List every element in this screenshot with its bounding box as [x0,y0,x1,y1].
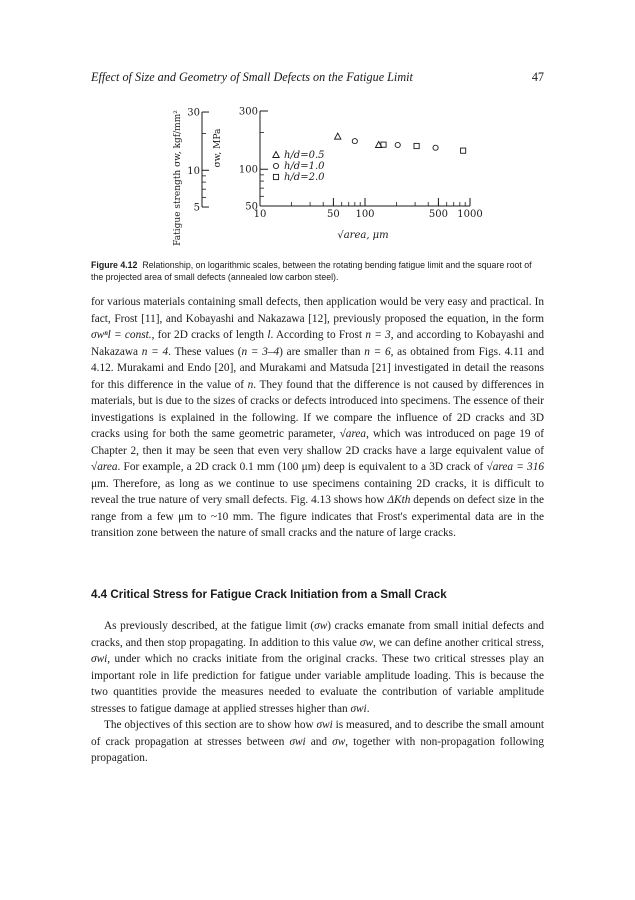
y-tick-label-kgf: 10 [187,165,200,177]
sqrt-area: √area [339,428,367,440]
axes [187,107,482,221]
y-tick-label-mpa: 50 [245,201,258,213]
p1-text: , which was introduced on page 19 of Chapter 2, then it may be seen that even very shallow 2D cracks have a large equivalent value of [91,428,544,457]
x-axis-label: √area, μm [337,230,389,241]
y-axis-outer-label: Fatigue strength σw, kgf/mm² [173,110,183,246]
caption-text: Relationship, on logarithmic scales, between the rotating bending fatigue limit and the square root of the projected area of small defects (annealed low carbon steel). [91,260,532,282]
sigma-w: σw [332,735,346,748]
p1-text: . They found that the difference is not caused by differences in materials, but is due to the sizes of cracks or defects introduced into specimens. The essence of their investigations is explained in the following. If we compare the influence of 2D cracks and 3D cracks using for both the same geometric parameter, [91,378,544,440]
legend-marker-square [273,174,278,179]
data-point-triangle [335,133,341,139]
p1-text: for various materials containing small defects, then application would be very easy and practical. In fact, Frost [11], and Kobayashi and Nakazawa [12], previously proposed the equation, in the form [91,296,544,325]
legend-marker-triangle [273,152,279,158]
p1-text: μm. Therefore, as long as we continue to use specimens containing 2D cracks, it is difficult to reveal the true nature of very small defects. Fig. 4.13 shows how [91,477,544,506]
figure-4-12 [150,96,490,256]
figure-caption [91,259,544,283]
sqrt-area: √area [91,461,118,473]
p1-text: ) are smaller than [279,345,365,358]
equation-n34: n = 3–4 [241,345,280,358]
y-tick-label-kgf: 30 [187,107,200,119]
p2-text: , we can define another critical stress, [373,636,544,649]
y-tick-label-mpa: 100 [238,164,258,176]
y-tick-label-kgf: 5 [193,202,200,214]
sigma-wi: σwi [350,702,367,715]
data-point-circle [352,139,357,144]
chart-svg [150,96,490,256]
variable-l: l [267,329,271,341]
p1-text: depends on defect size in the range from a few μm to ~10 mm. The figure indicates that Frost's experimental data are in the transition zone between the nature of small cracks and the nature of large cracks. [91,494,544,539]
x-tick-label: 1000 [457,209,483,220]
section-heading: 4.4 Critical Stress for Fatigue Crack Initiation from a Small Crack [91,588,447,601]
p1-text: . For example, a 2D crack 0.1 mm (100 μm) deep is equivalent to a 3D crack of [117,461,487,473]
p3-text: is measured, and to describe the small amount of crack propagation at stresses between [91,719,544,748]
variable-n: n [247,378,254,391]
p1-text: . According to Frost [270,329,366,341]
sigma-w: σw [314,620,328,632]
data-point-circle [395,142,400,147]
x-tick-label: 500 [428,209,448,220]
p2-text: ) cracks emanate from small initial defects and cracks, and then stop propagating. In addition to this value [91,620,544,649]
sigma-wi: σwi [316,719,333,731]
equation-n6: n = 6 [364,345,391,358]
y-axis-inner-label: σw, MPa [213,128,223,168]
legend-marker-circle [273,163,278,168]
legend [273,150,325,183]
sigma-wi: σwi [289,735,306,748]
data-point-square [461,148,466,153]
data-point-square [414,143,419,148]
equation-n3: n = 3 [365,329,391,341]
page-number: 47 [531,70,544,84]
data-point-circle [433,145,438,150]
p3-text: , together with non-propagation following propagation. [91,735,544,764]
p3-text: The objectives of this section are to show how [104,719,317,731]
sigma-wi: σwi [91,653,108,665]
running-head-title: Effect of Size and Geometry of Small Defects on the Fatigue Limit [91,70,413,84]
delta-k-th: ΔKth [387,494,411,506]
p3-text: and [305,735,333,748]
equation-frost: σwⁿl = const. [91,329,152,341]
y-tick-label-mpa: 300 [238,106,258,118]
paragraph-2 [91,618,544,717]
p1-text: , and according to Kobayashi and Nakazawa [91,329,544,358]
paragraph-3 [91,717,544,767]
x-tick-label: 10 [253,209,267,220]
p1-text: , as obtained from Figs. 4.11 and 4.12. Murakami and Endo [20], and Murakami and Matsuda [21] investigated in detail the reasons for this difference in the value of [91,345,544,391]
x-tick-label: 50 [327,209,340,220]
legend-label: h/d=1.0 [284,161,325,172]
data-points [335,133,466,153]
caption-label: Figure 4.12 [91,260,138,270]
x-tick-label: 100 [355,209,375,220]
legend-label: h/d=2.0 [284,172,325,183]
p2-text: , under which no cracks initiate from the original cracks. These two critical stresses play an important role in life prediction for fatigue under variable amplitude loading. This is because the two quantities provide the measures needed to evaluate the contribution of variable amplitude stresses to fatigue damage at applied stresses higher than [91,653,544,715]
p2-text: . [366,702,370,715]
equation-316: √area = 316 [486,461,544,473]
p2-text: As previously described, at the fatigue limit ( [104,620,315,632]
p1-text: , for 2D cracks of length [151,329,268,341]
running-head [91,70,544,86]
equation-n4: n = 4 [141,345,169,358]
sigma-w: σw [359,636,374,649]
p1-text: . These values ( [168,345,242,358]
paragraph-1 [91,294,544,542]
paragraph-2-3 [91,618,544,767]
legend-label: h/d=0.5 [284,150,325,161]
